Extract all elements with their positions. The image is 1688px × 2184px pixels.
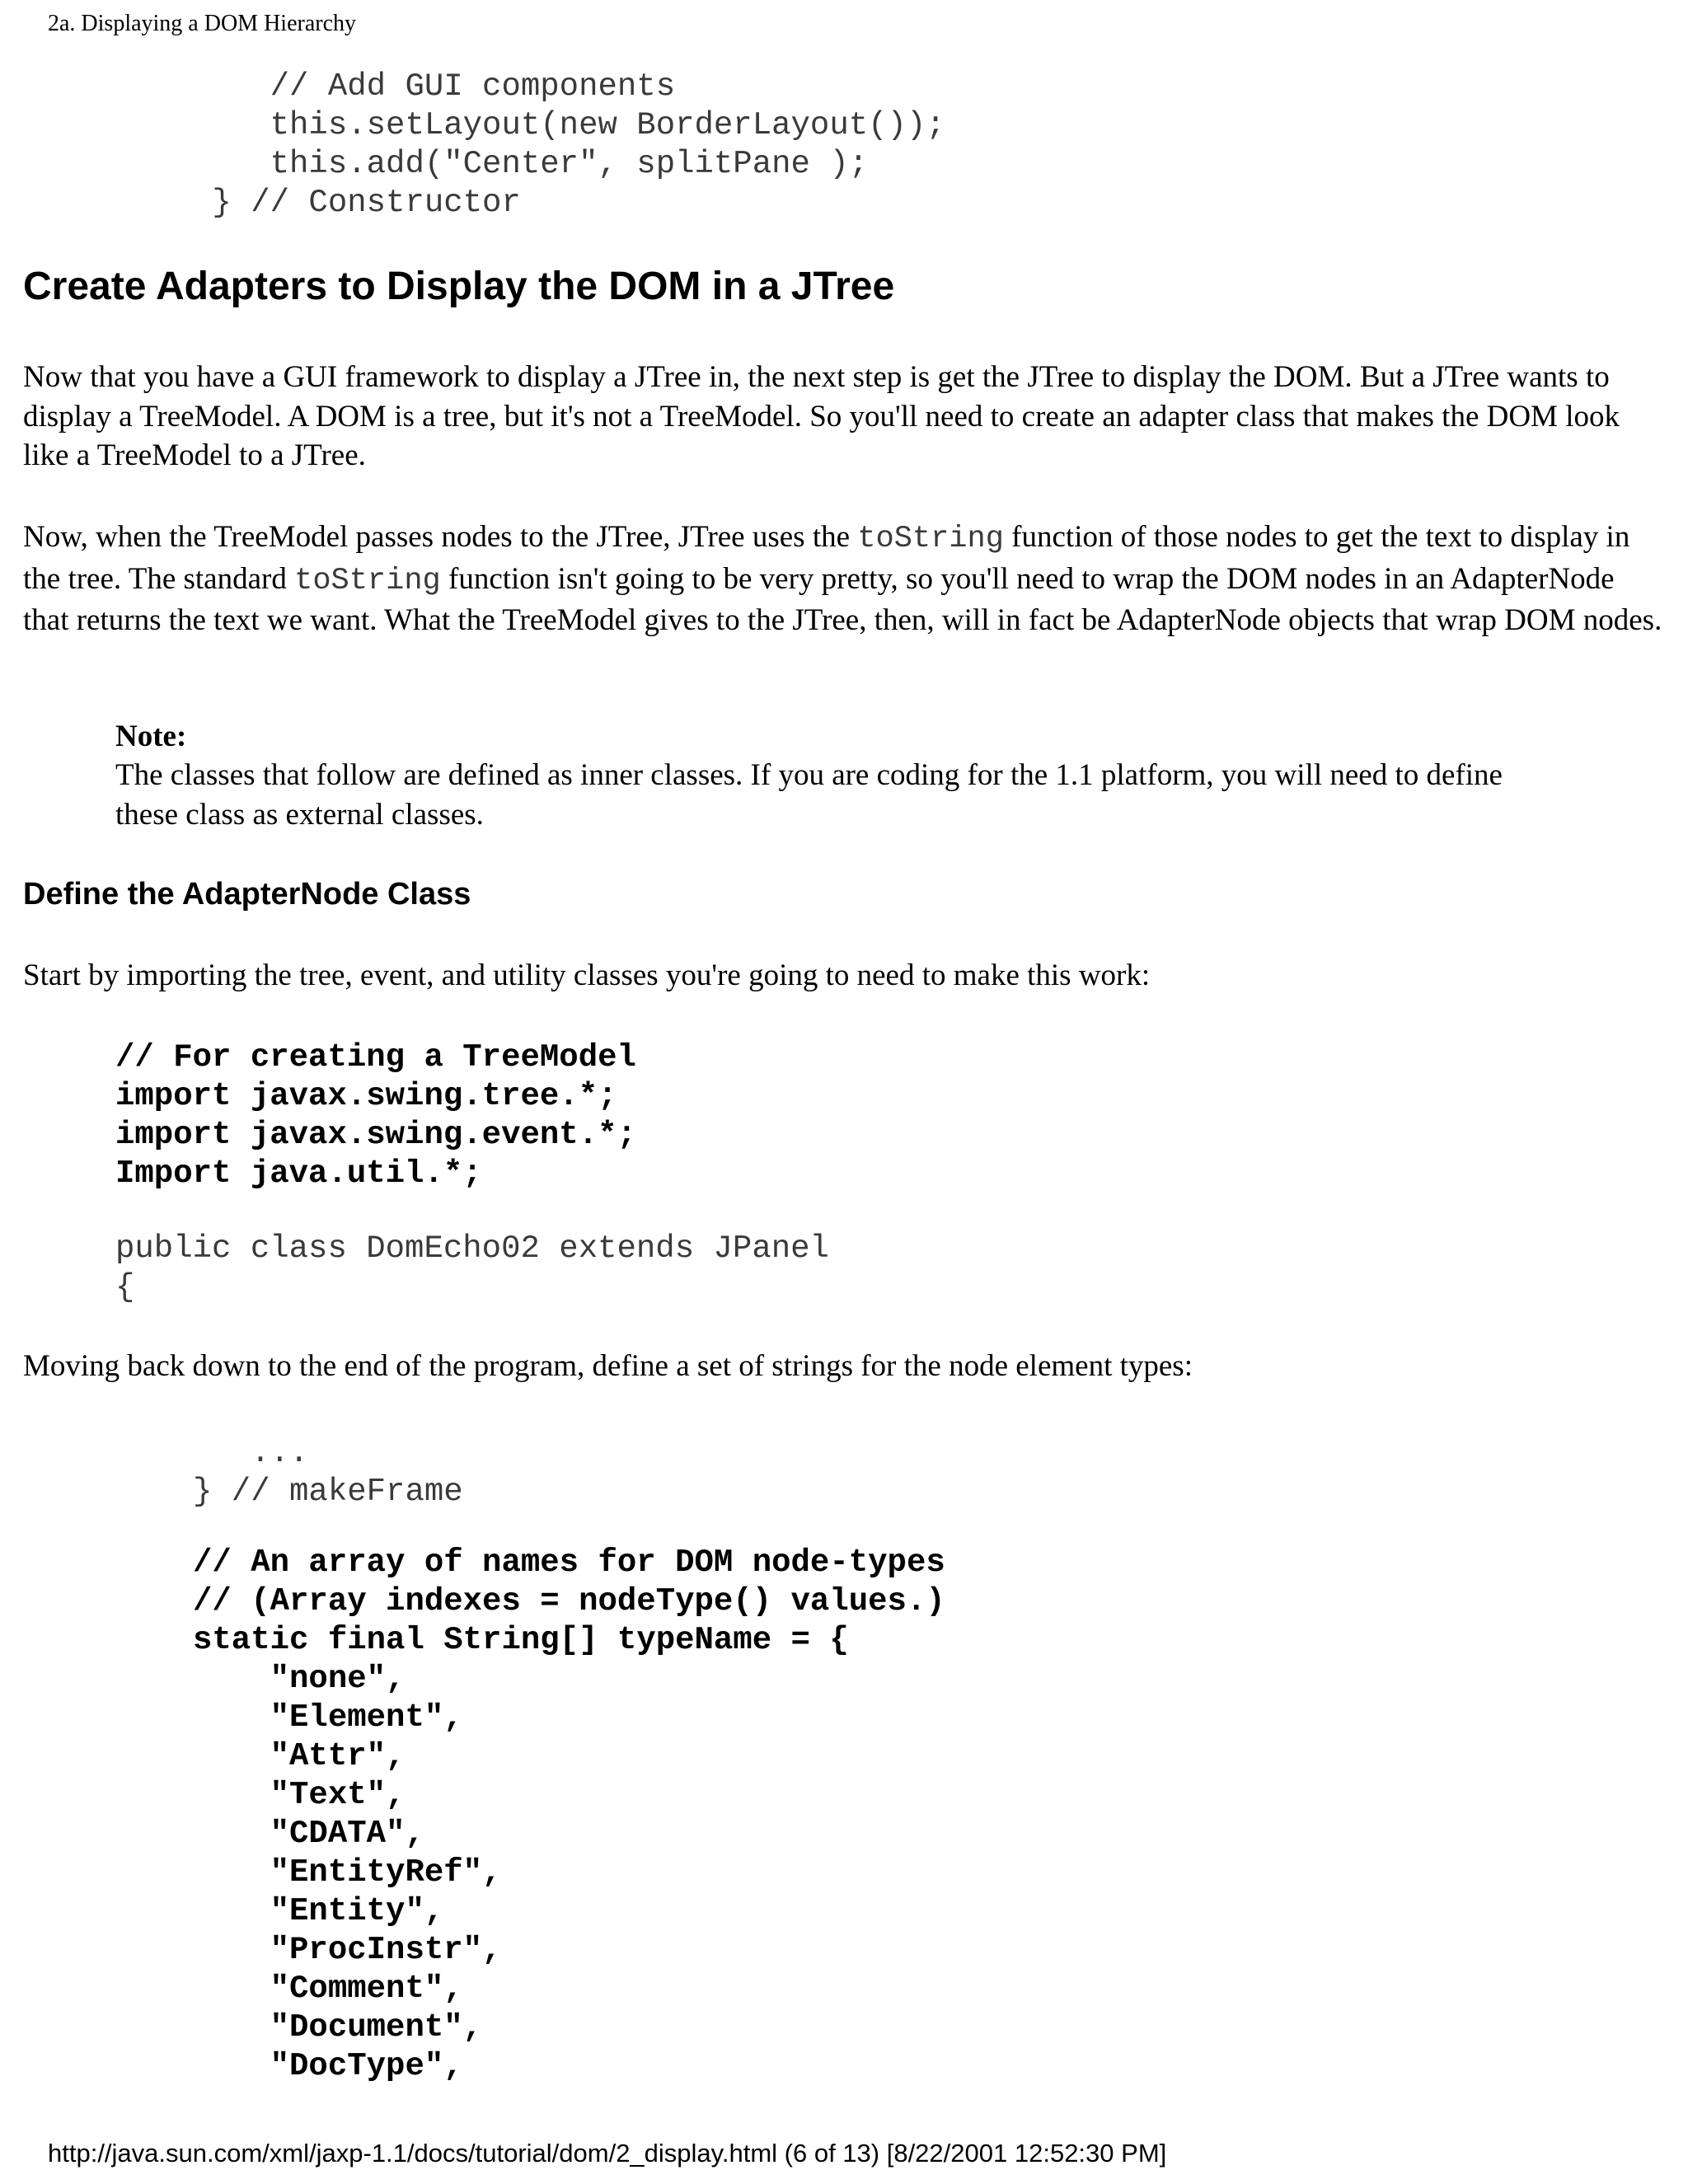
code-line: "Comment", [193,1971,463,2007]
code-block-imports [115,1038,636,1193]
code-line: // For creating a TreeModel [115,1039,636,1076]
code-line: static final String[] typeName = { [193,1622,849,1658]
code-line: "Document", [193,2009,483,2046]
code-line: this.setLayout(new BorderLayout()); [193,107,945,143]
code-block-typename-array [193,1544,945,2086]
code-line: } // Constructor [193,185,521,221]
inline-code: toString [857,522,1004,556]
code-line: "DocType", [193,2048,463,2084]
note-box [115,717,1541,834]
code-line: Import java.util.*; [115,1155,482,1192]
code-block-constructor-end [193,68,945,223]
code-line: "EntityRef", [193,1854,502,1891]
paragraph-tostring: Now, when the TreeModel passes nodes to the JTree, JTree uses the toString function of those nodes to get the text to display in the tree. The standard toString function isn't going to be very pretty, so you'll need to wrap the DOM nodes in an AdapterNode that returns the text we want. What the TreeModel gives to the JTree, then, will in fact be AdapterNode objects that wrap DOM nodes. [23,520,1662,637]
code-line: "Attr", [193,1738,406,1774]
inline-code: toString [294,563,441,598]
code-line: // An array of names for DOM node-types [193,1544,945,1581]
code-line: import javax.swing.event.*; [115,1117,636,1153]
code-line: "Element", [193,1699,463,1736]
paragraph-imports-intro: Start by importing the tree, event, and utility classes you're going to need to make this work: [23,958,1151,992]
code-line: "Text", [193,1777,406,1813]
note-title: Note: [115,719,187,753]
code-line: public class DomEcho02 extends JPanel [115,1230,829,1267]
code-line: } // makeFrame [193,1474,463,1510]
code-line: import javax.swing.tree.*; [115,1078,617,1114]
code-block-class-decl [115,1230,829,1307]
code-line: // Add GUI components [193,68,676,105]
code-line: "none", [193,1661,406,1697]
code-line: { [115,1269,135,1305]
code-line: "Entity", [193,1893,444,1929]
note-text: The classes that follow are defined as inner classes. If you are coding for the 1.1 platform, you will need to define these class as external classes. [115,758,1503,832]
page-header: 2a. Displaying a DOM Hierarchy [48,11,357,36]
code-line: ... [193,1435,309,1471]
code-line: // (Array indexes = nodeType() values.) [193,1583,945,1619]
code-block-makeframe-end [193,1434,463,1511]
code-line: "CDATA", [193,1816,424,1852]
code-line: this.add("Center", splitPane ); [193,146,869,182]
paragraph-node-types-intro: Moving back down to the end of the program, define a set of strings for the node element types: [23,1349,1193,1383]
code-line: "ProcInstr", [193,1932,502,1968]
paragraph-intro: Now that you have a GUI framework to display a JTree in, the next step is get the JTree to display the DOM. But a JTree wants to display a TreeModel. A DOM is a tree, but it's not a TreeModel. So you'll need to create an adapter class that makes the DOM look like a TreeModel to a JTree. [23,360,1620,472]
section-heading: Create Adapters to Display the DOM in a JTree [23,265,895,308]
subsection-heading: Define the AdapterNode Class [23,877,471,912]
page-footer-url: http://java.sun.com/xml/jaxp-1.1/docs/tutorial/dom/2_display.html (6 of 13) [8/22/2001 12:52:30 PM] [48,2139,1167,2168]
